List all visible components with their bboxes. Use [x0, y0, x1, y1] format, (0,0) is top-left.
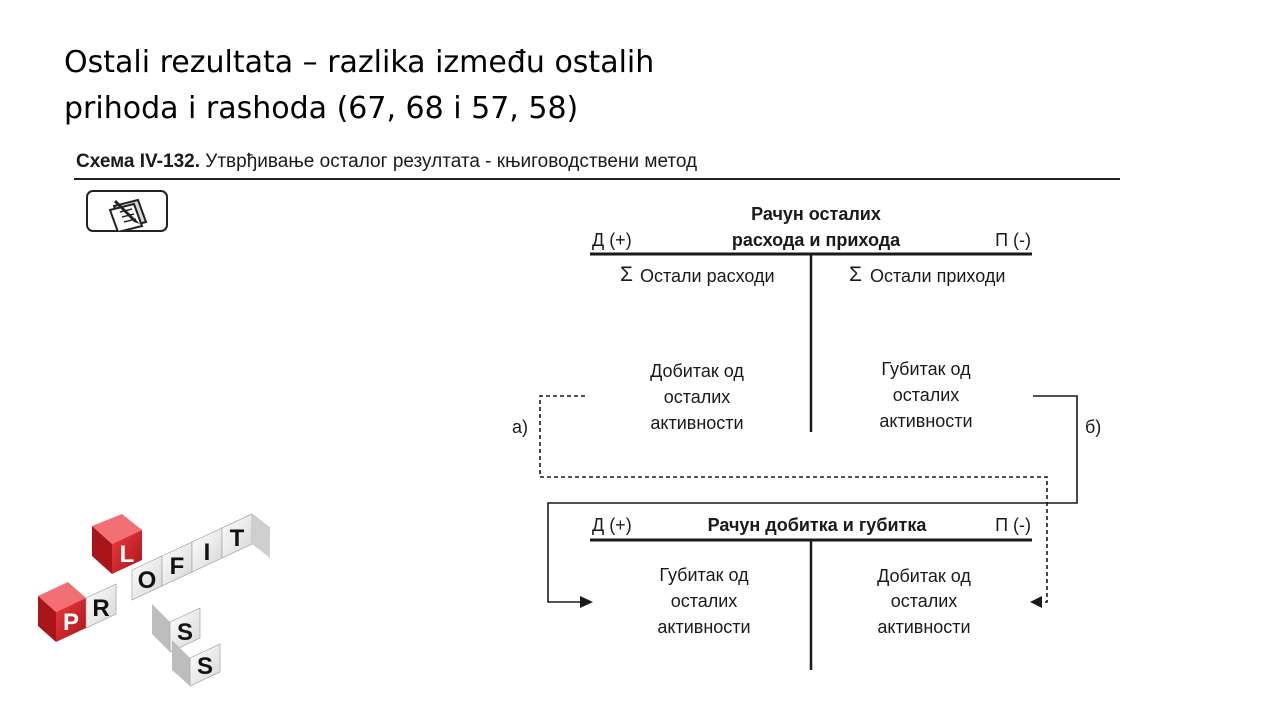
- top-left-sum-symbol: Σ: [620, 263, 633, 286]
- dice-cube-p: [38, 582, 86, 642]
- top-right-entry-line-2: осталих: [892, 385, 960, 405]
- dice-cube-l: [92, 514, 142, 574]
- flow-b-solid: [548, 396, 1077, 602]
- dice-letter-s-2: S: [196, 653, 214, 680]
- bottom-left-entry-line-3: активности: [657, 617, 751, 637]
- slide-title-line-1: Ostali rezultata – razlika između ostalih: [64, 45, 655, 80]
- dice-letter-s-1: S: [176, 619, 194, 646]
- bottom-t-account: [590, 515, 1032, 670]
- dice-letter-p: P: [62, 609, 80, 636]
- bottom-account-credit-label: П (-): [995, 515, 1031, 535]
- top-right-sum-symbol: Σ: [849, 263, 862, 286]
- top-account-credit-label: П (-): [995, 230, 1031, 250]
- flow-b-label: б): [1085, 417, 1102, 437]
- top-t-account: [590, 204, 1032, 433]
- bottom-right-entry-line-1: Добитак од: [877, 566, 971, 586]
- bottom-account-title: Рачун добитка и губитка: [707, 515, 927, 535]
- dice-letter-o: O: [137, 567, 157, 594]
- flow-a-label: а): [512, 417, 529, 437]
- dice-letter-r: R: [92, 595, 110, 622]
- top-left-entry-line-2: осталих: [663, 387, 731, 407]
- top-account-title-line-2: расхода и прихода: [731, 230, 901, 250]
- flow-b-arrowhead: [580, 596, 593, 608]
- dice-letter-i: I: [203, 539, 211, 566]
- dice-cube-t: [222, 514, 270, 558]
- bottom-left-entry-line-2: осталих: [670, 591, 738, 611]
- top-right-entry-line-3: активности: [879, 411, 973, 431]
- dice-cube-r: [86, 584, 116, 628]
- bottom-right-entry-line-2: осталих: [890, 591, 958, 611]
- bottom-left-entry-line-1: Губитак од: [659, 565, 749, 585]
- dice-cube-o: [132, 556, 162, 600]
- dice-cube-i: [192, 528, 222, 572]
- top-account-title-line-1: Рачун осталих: [751, 204, 881, 224]
- top-right-entry-line-1: Губитак од: [881, 359, 971, 379]
- top-left-entry-line-1: Добитак од: [650, 361, 744, 381]
- dice-cube-f: [162, 542, 192, 586]
- slide-title-line-2: prihoda i rashoda (67, 68 i 57, 58): [64, 91, 579, 126]
- top-right-sum-label: Остали приходи: [870, 266, 1006, 286]
- profit-loss-dice-illustration: [30, 500, 290, 690]
- dice-letter-f: F: [169, 553, 185, 580]
- scheme-caption-number: Схема IV-132.: [76, 151, 200, 172]
- bottom-account-debit-label: Д (+): [592, 515, 632, 535]
- dice-letter-t: T: [229, 525, 245, 552]
- top-account-debit-label: Д (+): [592, 230, 632, 250]
- dice-letter-l: L: [119, 541, 135, 568]
- top-left-sum-label: Остали расходи: [640, 266, 775, 286]
- scheme-caption-text: Утврђивање осталог резултата - књиговодствени метод: [200, 151, 698, 172]
- top-left-entry-line-3: активности: [650, 413, 744, 433]
- flow-a-arrowhead: [1030, 596, 1042, 608]
- bottom-right-entry-line-3: активности: [877, 617, 971, 637]
